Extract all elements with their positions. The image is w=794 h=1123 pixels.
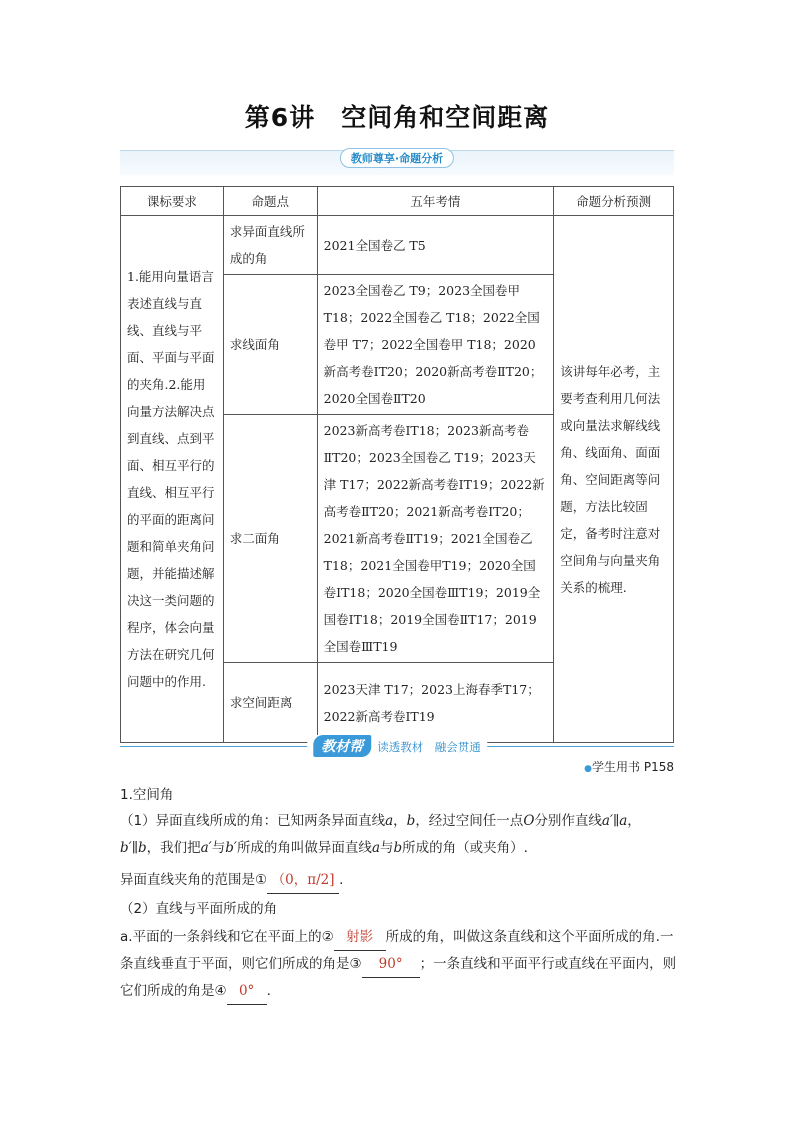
analysis-table	[120, 186, 674, 743]
header-cell: 命题点	[223, 187, 317, 216]
heading-line-plane-angle: （2）直线与平面所成的角	[120, 901, 278, 917]
text: ，	[627, 813, 641, 829]
book-reference	[584, 758, 674, 775]
exams-cell: 2023全国卷乙 T9；2023全国卷甲T18；2022全国卷乙 T18；2022全国卷甲 T7；2022全国卷甲 T18；2020新高考卷ⅠT20；2020新高考卷ⅡT20；2020全国卷ⅡT20	[317, 275, 554, 415]
text: （1）异面直线所成的角：已知两条异面直线	[120, 813, 386, 829]
answer-blank-1: （0，π/2]	[267, 867, 339, 894]
bullet-icon: ●	[584, 764, 593, 774]
prediction-cell: 该讲每年必考，主要考查利用几何法或向量法求解线线角、线面角、面面角、空间距离等问题，方法比较固定，备考时注意对空间角与向量夹角关系的梳理.	[554, 216, 674, 743]
table-row	[121, 216, 674, 275]
teacher-banner	[120, 150, 674, 175]
var-a: a	[371, 840, 380, 856]
answer-blank-3: 90°	[362, 951, 420, 978]
answer-blank-4: 0°	[227, 978, 267, 1005]
text: ，经过空间任一点	[415, 813, 524, 829]
section-slogan: 读透教材 融会贯通	[377, 740, 481, 754]
var-b-prime: b′	[225, 840, 237, 856]
page-title: 第6讲 空间角和空间距离	[244, 103, 550, 132]
text: .	[339, 872, 344, 888]
section-divider	[120, 735, 674, 757]
text: 异面直线夹角的范围是①	[120, 872, 268, 888]
var-a-parallel: a′∥a	[601, 813, 628, 829]
var-o: O	[523, 813, 535, 829]
text: ，我们把	[146, 840, 201, 856]
exams-cell: 2023天津 T17；2023上海春季T17；2022新高考卷ⅠT19	[317, 663, 554, 743]
header-cell: 命题分析预测	[554, 187, 674, 216]
var-b: b	[393, 840, 403, 856]
requirement-cell: 1.能用向量语言表述直线与直线、直线与平面、平面与平面的夹角.2.能用向量方法解决点到直线、点到平面、相互平行的直线、相互平行的平面的距离问题和简单夹角问题，并能描述解决这一类问题的程序，体会向量方法在研究几何问题中的作用.	[121, 216, 224, 743]
answer-blank-2: 射影	[334, 924, 386, 951]
text: a.平面的一条斜线和它在平面上的②	[120, 929, 334, 945]
text: .	[266, 983, 271, 999]
text: ；一条直线和平面平行或直线在平面内，则它们所成的角是④	[120, 956, 677, 999]
text: 所成的角，叫做这条直线和这个平面所成的角.一条直线垂直于平面，则它们所成的角是③	[120, 929, 674, 972]
heading-spatial-angle: 1.空间角	[120, 787, 174, 803]
section-badge: 教材帮	[313, 735, 371, 757]
var-a: a	[385, 813, 394, 829]
banner-label: 教师尊享·命题分析	[340, 148, 454, 168]
text: 分别作直线	[534, 813, 602, 829]
var-a-prime: a′	[200, 840, 212, 856]
text: 与	[211, 840, 226, 856]
text: 所成的角叫做异面直线	[236, 840, 372, 856]
var-b-parallel: b′∥b	[120, 840, 147, 856]
section-tag	[307, 735, 487, 757]
header-cell: 课标要求	[121, 187, 224, 216]
paragraph-angle-range	[120, 867, 680, 894]
point-cell: 求空间距离	[223, 663, 317, 743]
text: 与	[380, 840, 394, 856]
point-cell: 求异面直线所成的角	[223, 216, 317, 275]
exams-cell: 2023新高考卷ⅠT18；2023新高考卷ⅡT20；2023全国卷乙 T19；2023天津 T17；2022新高考卷ⅠT19；2022新高考卷ⅡT20；2021新高考卷ⅠT20；2021新高考卷ⅡT19；2021全国卷乙 T18；2021全国卷甲T19；2020全国卷ⅠT18；2020全国卷ⅢT19；2019全国卷ⅠT18；2019全国卷ⅡT17；2019全国卷ⅢT19	[317, 415, 554, 663]
text: ，	[393, 813, 407, 829]
paragraph-skew-lines	[120, 808, 680, 862]
var-b: b	[406, 813, 416, 829]
paragraph-line-plane	[120, 924, 680, 1005]
header-cell: 五年考情	[317, 187, 554, 216]
table-header-row	[121, 187, 674, 216]
point-cell: 求二面角	[223, 415, 317, 663]
point-cell: 求线面角	[223, 275, 317, 415]
exams-cell: 2021全国卷乙 T5	[317, 216, 554, 275]
text: 所成的角（或夹角）.	[402, 840, 528, 856]
book-ref-text: 学生用书 P158	[592, 760, 674, 774]
